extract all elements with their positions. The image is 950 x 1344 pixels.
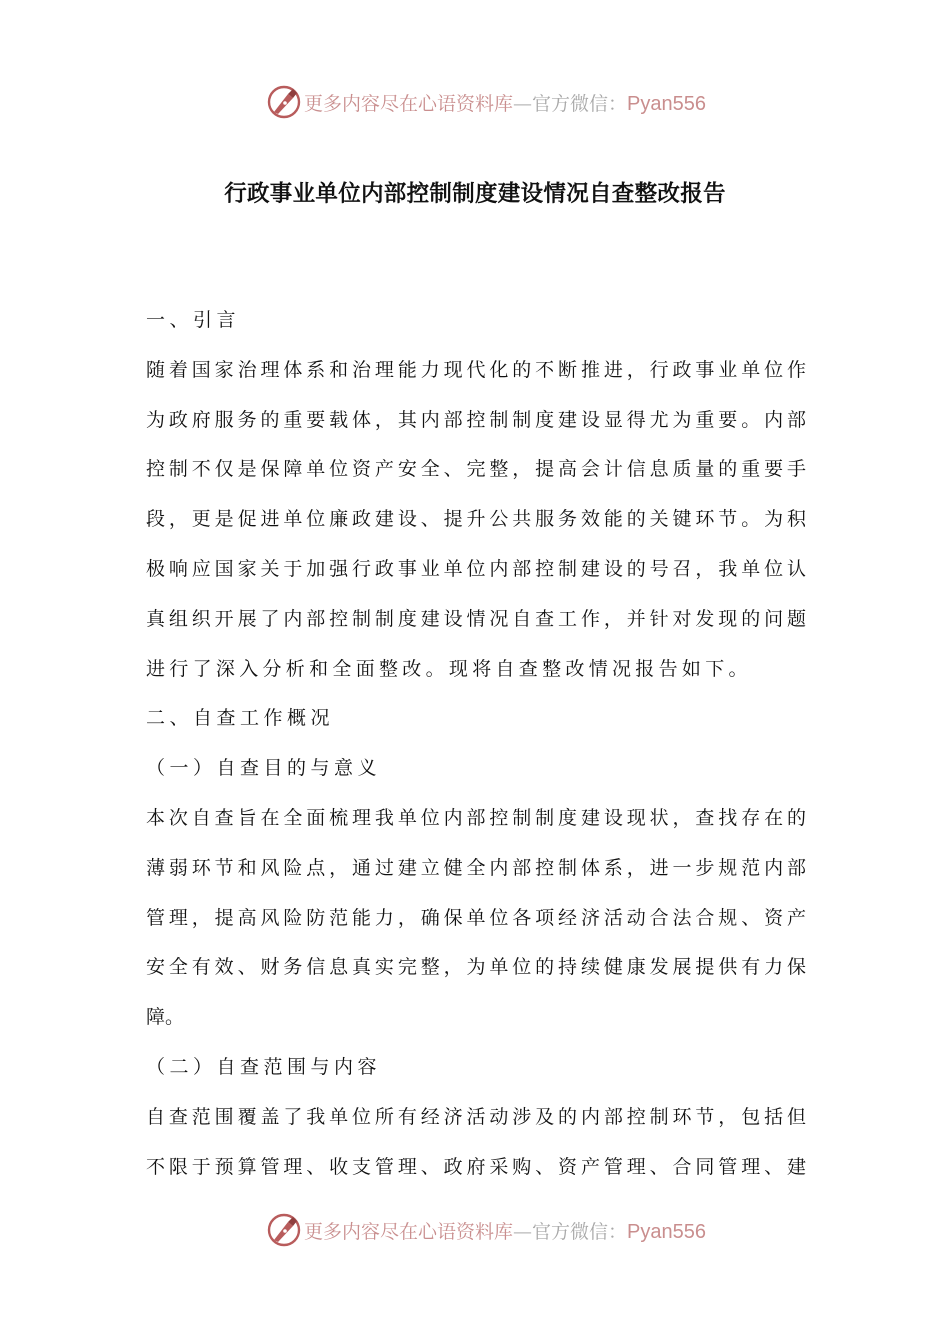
site-name: 更多内容尽在心语资料库 <box>304 1220 514 1243</box>
paragraph-line: 薄弱环节和风险点，通过建立健全内部控制体系，进一步规范内部 <box>146 856 806 879</box>
section-heading-intro: 一、引言 <box>146 309 241 331</box>
subsection-heading-purpose: （一）自查目的与意义 <box>146 757 382 780</box>
pen-nib-logo-icon <box>266 1212 302 1248</box>
header-banner <box>0 82 950 122</box>
paragraph-line: 管理，提高风险防范能力，确保单位各项经济活动合法合规、资产 <box>146 906 806 929</box>
paragraph-line: 控制不仅是保障单位资产安全、完整，提高会计信息质量的重要手 <box>146 458 806 481</box>
paragraph-line: 极响应国家关于加强行政事业单位内部控制建设的号召，我单位认 <box>146 557 806 580</box>
wechat-id: Pyan556 <box>627 92 706 115</box>
paragraph-line: 段，更是促进单位廉政建设、提升公共服务效能的关键环节。为积 <box>146 508 806 531</box>
paragraph-line: 不限于预算管理、收支管理、政府采购、资产管理、合同管理、建 <box>146 1155 806 1178</box>
paragraph-line: 为政府服务的重要载体，其内部控制制度建设显得尤为重要。内部 <box>146 408 806 431</box>
footer-banner-text <box>304 1217 706 1244</box>
subsection-heading-scope: （二）自查范围与内容 <box>146 1055 382 1078</box>
paragraph-line: 安全有效、财务信息真实完整，为单位的持续健康发展提供有力保 <box>146 956 806 979</box>
document-body <box>146 296 806 1192</box>
footer-banner <box>0 1210 950 1250</box>
paragraph-line: 本次自查旨在全面梳理我单位内部控制制度建设现状，查找存在的 <box>146 806 806 829</box>
paragraph-line: 自查范围覆盖了我单位所有经济活动涉及的内部控制环节，包括但 <box>146 1105 806 1128</box>
pen-nib-logo-icon <box>266 84 302 120</box>
section-heading-overview: 二、自查工作概况 <box>146 707 335 730</box>
site-name: 更多内容尽在心语资料库 <box>304 92 514 115</box>
wechat-label: 官方微信： <box>532 92 628 115</box>
paragraph-line: 障。 <box>146 1006 185 1029</box>
document-title: 行政事业单位内部控制制度建设情况自查整改报告 <box>224 181 726 207</box>
header-banner-text <box>304 89 706 116</box>
paragraph-line: 随着国家治理体系和治理能力现代化的不断推进，行政事业单位作 <box>146 358 806 381</box>
wechat-label: 官方微信： <box>532 1220 628 1243</box>
wechat-id: Pyan556 <box>627 1220 706 1243</box>
paragraph-line: 真组织开展了内部控制制度建设情况自查工作，并针对发现的问题 <box>146 607 806 630</box>
banner-dash: — <box>513 1220 533 1243</box>
header-banner-content <box>266 84 706 120</box>
paragraph-line: 进行了深入分析和全面整改。现将自查整改情况报告如下。 <box>146 657 752 680</box>
footer-banner-content <box>266 1212 706 1248</box>
banner-dash: — <box>513 92 533 115</box>
